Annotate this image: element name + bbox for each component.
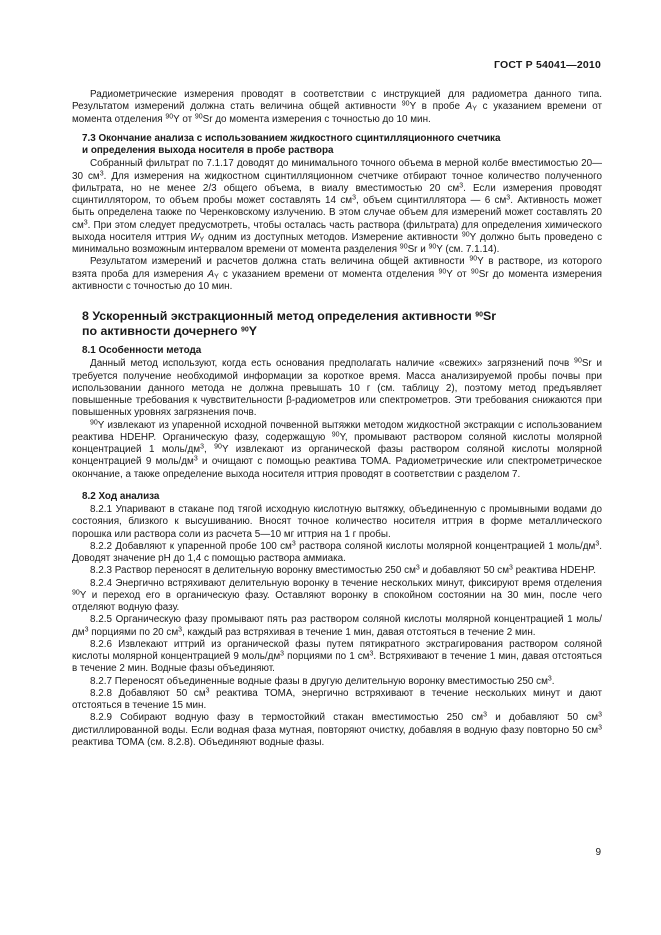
step-8-2-1: 8.2.1 Упаривают в стакане под тягой исходную кислотную вытяжку, объединенную с промывными водами до состояния, близкого к высушиванию. Вносят точное количество носителя иттрия в форме металлического порошка или раствора соли из расчета 5—10 мг иттрия на 1 г пробы.: [72, 504, 602, 540]
section-8-1-paragraph-1: Данный метод используют, когда есть основания предполагать наличие «свежих» загрязнений почв $^{90}$Sr и требуется получение необходимой информации за короткое время. Масса анализируемой пробы почвы при использовании данного метода не должна превышать 10 г (см. таблицу 2), поэтому метод предъявляет повышенные требования к чувствительности β-радиометров или спектрометров. Эти требования снижаются при повышенных уровнях загрязнения почв.: [72, 357, 602, 419]
section-8-1-heading: 8.1 Особенности метода: [82, 345, 202, 356]
step-8-2-4: 8.2.4 Энергично встряхивают делительную воронку в течение нескольких минут, фиксируют время отделения $^{90}$Y и переход его в органическую фазу. Оставляют воронку в спокойном состоянии на 30 мин, после чего отделяют водную фазу.: [72, 577, 602, 613]
section-8-2-heading: 8.2 Ход анализа: [82, 490, 160, 502]
section-8-heading: 8 Ускоренный экстракционный метод определения активности $^{90}$Sr по активности дочернего $^{90}$Y: [82, 309, 497, 338]
step-8-2-6: 8.2.6 Извлекают иттрий из органической фазы путем пятикратного экстрагирования раствором соляной кислоты молярной концентрацией 9 моль/$дм^3$ порциями по 1 $см^3$. Встряхивают в течение 1 мин, давая отстояться в течение 2 мин. Водные фазы объединяют.: [72, 638, 602, 675]
step-8-2-9: 8.2.9 Собирают водную фазу в термостойкий стакан вместимостью 250 $см^3$ и добавляют 50 $см^3$ дистиллированной воды. Если водная фаза мутная, повторяют очистку, добавляя в водную фазу повторно 50 $см^3$ реактива ТОМА (см. 8.2.8). Объединяют водные фазы.: [72, 711, 602, 748]
page-number: 9: [595, 847, 601, 858]
step-8-2-3: 8.2.3 Раствор переносят в делительную воронку вместимостью 250 $см^3$ и добавляют 50 $см^3$ реактива HDEHP.: [90, 564, 597, 577]
section-8-1-paragraph-2: $^{90}$Y извлекают из упаренной исходной почвенной вытяжки методом жидкостной экстракции с использованием реактива HDEHP. Органическую фазу, содержащую $^{90}$Y, промывают раствором соляной кислоты молярной концентрацией 1 моль/$дм^3$, $^{90}$Y извлекают из органической фазы раствором соляной кислоты молярной концентрацией 9 моль/$дм^3$ и очищают с помощью реактива ТОМА. Радиометрические или спектрометрическое окончание, а также определение выхода носителя иттрия проводят в соответствии с разделом 7.: [72, 419, 602, 480]
step-8-2-5: 8.2.5 Органическую фазу промывают пять раз раствором соляной кислоты молярной концентрацией 1 моль/$дм^3$ порциями по 20 $см^3$, каждый раз встряхивая в течение 1 мин, давая отстояться в течение 2 мин.: [72, 614, 602, 638]
section-7-3-paragraph-2: Результатом измерений и расчетов должна стать величина общей активности $^{90}$Y в растворе, из которого взята проба для измерения $A_Y$ с указанием времени от момента отделения $^{90}$Y от $^{90}$Sr до момента измерения активности с точностью до 10 мин.: [72, 255, 603, 292]
intro-paragraph: Радиометрические измерения проводят в соответствии с инструкцией для радиометра данного типа. Результатом измерений должна стать величина общей активности $^{90}$Y в пробе $A_Y$ с указанием времени от момента отделения $^{90}$Y от $^{90}$Sr до момента измерения с точностью до 10 мин.: [72, 89, 602, 125]
section-7-3-heading: 7.3 Окончание анализа с использованием жидкостного сцинтилляционного счетчика и определения выхода носителя в пробе раствора: [82, 132, 501, 156]
step-8-2-8: 8.2.8 Добавляют 50 $см^3$ реактива ТОМА, энергично встряхивают в течение нескольких минут и дают отстояться в течение 15 мин.: [72, 687, 602, 711]
document-body: [72, 89, 602, 749]
step-8-2-2: 8.2.2 Добавляют к упаренной пробе 100 $см^3$ раствора соляной кислоты молярной концентрацией 1 моль/$дм^3$. Доводят значение pH до 1,4 с помощью раствора аммиака.: [72, 540, 602, 564]
step-8-2-7: 8.2.7 Переносят объединенные водные фазы в другую делительную воронку вместимостью 250 $см^3$.: [90, 675, 555, 687]
section-7-3-paragraph-1: Собранный фильтрат по 7.1.17 доводят до минимального точного объема в мерной колбе вместимостью 20—30 $см^3$. Для измерения на жидкостном сцинтилляционном счетчике отбирают точное количество полученного фильтрата, но не менее 2/3 общего объема, в виалу вместимостью 20 $см^3$. Если измерения проводят сцинтиллятором, то объем пробы может составлять 14 $см^3$, объем сцинтиллятора — 6 $см^3$. Активность может быть определена также по Черенковскому излучению. В этом случае объем для измерений может составлять 20 $см^3$. При этом следует предусмотреть, чтобы осталась часть раствора (фильтрата) для определения химического выхода носителя иттрия $W_Y$ одним из доступных методов. Измерение активности $^{90}$Y должно быть проведено с минимально возможным интервалом времени от момента разделения $^{90}$Sr и $^{90}$Y (см. 7.1.14).: [72, 158, 603, 255]
standard-number-header: ГОСТ Р 54041—2010: [493, 59, 601, 71]
